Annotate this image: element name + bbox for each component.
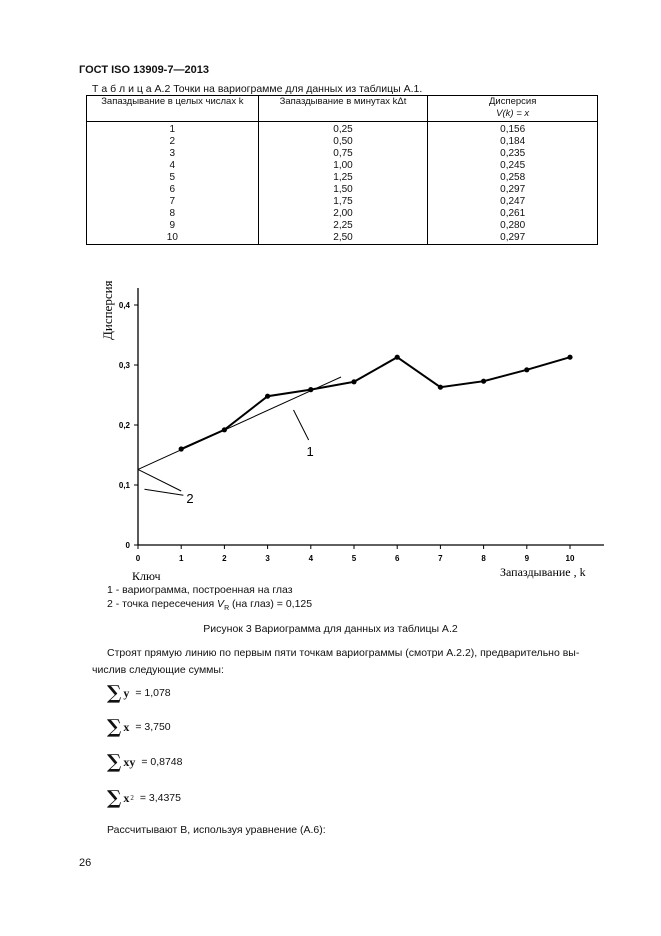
y-tick-label: 0,3	[118, 361, 130, 370]
cell-lag-integer: 1	[87, 122, 259, 137]
x-tick-label: 3	[265, 554, 270, 563]
x-tick-label: 9	[524, 554, 530, 563]
variogram-line	[181, 357, 570, 449]
cell-lag-minutes: 1,00	[258, 160, 428, 172]
cell-lag-minutes: 1,25	[258, 172, 428, 184]
cell-variance: 0,245	[428, 160, 598, 172]
x-tick-label: 4	[308, 554, 314, 563]
x-tick-label: 2	[222, 554, 227, 563]
header-variance	[428, 96, 598, 122]
cell-lag-integer: 7	[87, 196, 259, 208]
cell-lag-integer: 2	[87, 136, 259, 148]
x-tick-label: 6	[394, 554, 400, 563]
cell-lag-minutes: 2,50	[258, 232, 428, 245]
cell-lag-minutes: 0,75	[258, 148, 428, 160]
table-caption: Т а б л и ц а А.2 Точки на вариограмме для данных из таблицы А.1.	[92, 83, 423, 95]
cell-lag-minutes: 2,00	[258, 208, 428, 220]
cell-lag-integer: 8	[87, 208, 259, 220]
x-tick-label: 7	[438, 554, 443, 563]
cell-variance: 0,156	[428, 122, 598, 137]
sum-value: = 1,078	[135, 687, 171, 699]
data-point	[308, 387, 313, 392]
cell-lag-integer: 10	[87, 232, 259, 245]
cell-variance: 0,247	[428, 196, 598, 208]
cell-lag-integer: 5	[87, 172, 259, 184]
table-header-row	[87, 96, 598, 122]
cell-lag-integer: 3	[87, 148, 259, 160]
x-axis-label: Запаздывание , k	[500, 565, 586, 579]
data-point	[395, 355, 400, 360]
table-row	[87, 160, 598, 172]
x-tick-label: 8	[481, 554, 486, 563]
sum-xy	[107, 751, 182, 773]
table-body	[87, 122, 598, 245]
table-row	[87, 220, 598, 232]
sum-value: = 0,8748	[141, 756, 183, 768]
cell-variance: 0,258	[428, 172, 598, 184]
data-point	[481, 379, 486, 384]
header-lag-minutes: Запаздывание в минутах kΔt	[258, 96, 428, 122]
data-point	[351, 379, 356, 384]
table-row	[87, 172, 598, 184]
table-row	[87, 208, 598, 220]
table-row	[87, 184, 598, 196]
cell-variance: 0,280	[428, 220, 598, 232]
data-point	[567, 355, 572, 360]
cell-variance: 0,297	[428, 184, 598, 196]
sigma-icon: ∑	[107, 681, 122, 704]
cell-lag-minutes: 2,25	[258, 220, 428, 232]
sum-variable: xy	[123, 754, 136, 769]
annotation-1-leader	[294, 410, 309, 440]
y-tick-label: 0,1	[118, 481, 130, 490]
legend-item-2-subscript: R	[224, 605, 230, 613]
y-tick-label: 0,4	[118, 301, 130, 310]
cell-lag-minutes: 1,50	[258, 184, 428, 196]
paragraph-calculate-b: Рассчитывают В, используя уравнение (А.6):	[107, 824, 326, 836]
data-table	[86, 95, 598, 245]
x-tick-label: 10	[565, 554, 575, 563]
sum-variable: x	[123, 790, 130, 805]
sum-x-squared	[107, 787, 181, 809]
table-row	[87, 136, 598, 148]
cell-lag-minutes: 1,75	[258, 196, 428, 208]
key-label: Ключ	[132, 569, 161, 583]
legend-item-2-suffix: (на глаз) = 0,125	[229, 598, 313, 610]
sum-value: = 3,4375	[139, 792, 181, 804]
cell-variance: 0,184	[428, 136, 598, 148]
table-row	[87, 196, 598, 208]
y-tick-label: 0	[125, 541, 130, 550]
header-variance-formula: V(k) = x	[496, 108, 530, 119]
sum-exponent: 2	[130, 794, 134, 802]
y-axis-label: Дисперсия	[100, 280, 115, 340]
sum-value: = 3,750	[135, 721, 171, 733]
cell-variance: 0,261	[428, 208, 598, 220]
sigma-icon: ∑	[107, 715, 122, 738]
table-row	[87, 122, 598, 137]
cell-lag-minutes: 0,50	[258, 136, 428, 148]
annotation-1-label: 1	[306, 444, 314, 460]
x-tick-label: 5	[351, 554, 357, 563]
legend-item-2-prefix: 2 - точка пересечения	[107, 598, 218, 610]
y-tick-label: 0,2	[118, 421, 130, 430]
table-row	[87, 232, 598, 245]
cell-lag-minutes: 0,25	[258, 122, 428, 137]
annotation-2-leader	[138, 469, 181, 491]
header-lag-integer: Запаздывание в целых числах k	[87, 96, 259, 122]
cell-variance: 0,235	[428, 148, 598, 160]
figure-caption: Рисунок 3 Вариограмма для данных из таблицы А.2	[203, 623, 458, 635]
data-point	[438, 385, 443, 390]
annotation-2-label: 2	[186, 491, 194, 506]
cell-variance: 0,297	[428, 232, 598, 245]
paragraph-sums-intro: Строят прямую линию по первым пяти точкам вариограммы (смотри А.2.2), предварительно вы-числив следующие суммы:	[92, 647, 580, 676]
sum-x	[107, 716, 171, 738]
cell-lag-integer: 9	[87, 220, 259, 232]
header-variance-title: Дисперсия	[488, 96, 537, 107]
table-row	[87, 148, 598, 160]
chart-axes	[119, 288, 604, 563]
cell-lag-integer: 4	[87, 160, 259, 172]
sum-variable: x	[123, 719, 130, 734]
data-point	[524, 367, 529, 372]
x-tick-label: 1	[178, 554, 184, 563]
variogram-chart	[80, 270, 620, 590]
sigma-icon: ∑	[107, 786, 122, 809]
data-point	[265, 394, 270, 399]
document-header: ГОСТ ISO 13909-7—2013	[79, 64, 209, 76]
cell-lag-integer: 6	[87, 184, 259, 196]
legend-item-1: 1 - вариограмма, построенная на глаз	[107, 584, 293, 596]
sigma-icon: ∑	[107, 750, 122, 773]
chart-marks	[138, 355, 573, 506]
page-number: 26	[79, 857, 92, 869]
x-tick-label: 0	[135, 554, 141, 563]
data-point	[222, 427, 227, 432]
sum-y	[107, 682, 171, 704]
sum-variable: y	[123, 685, 130, 700]
legend-item-2	[107, 598, 312, 612]
legend-item-2-symbol: V	[217, 598, 225, 610]
annotation-2-underline	[144, 489, 183, 495]
data-point	[179, 446, 184, 451]
